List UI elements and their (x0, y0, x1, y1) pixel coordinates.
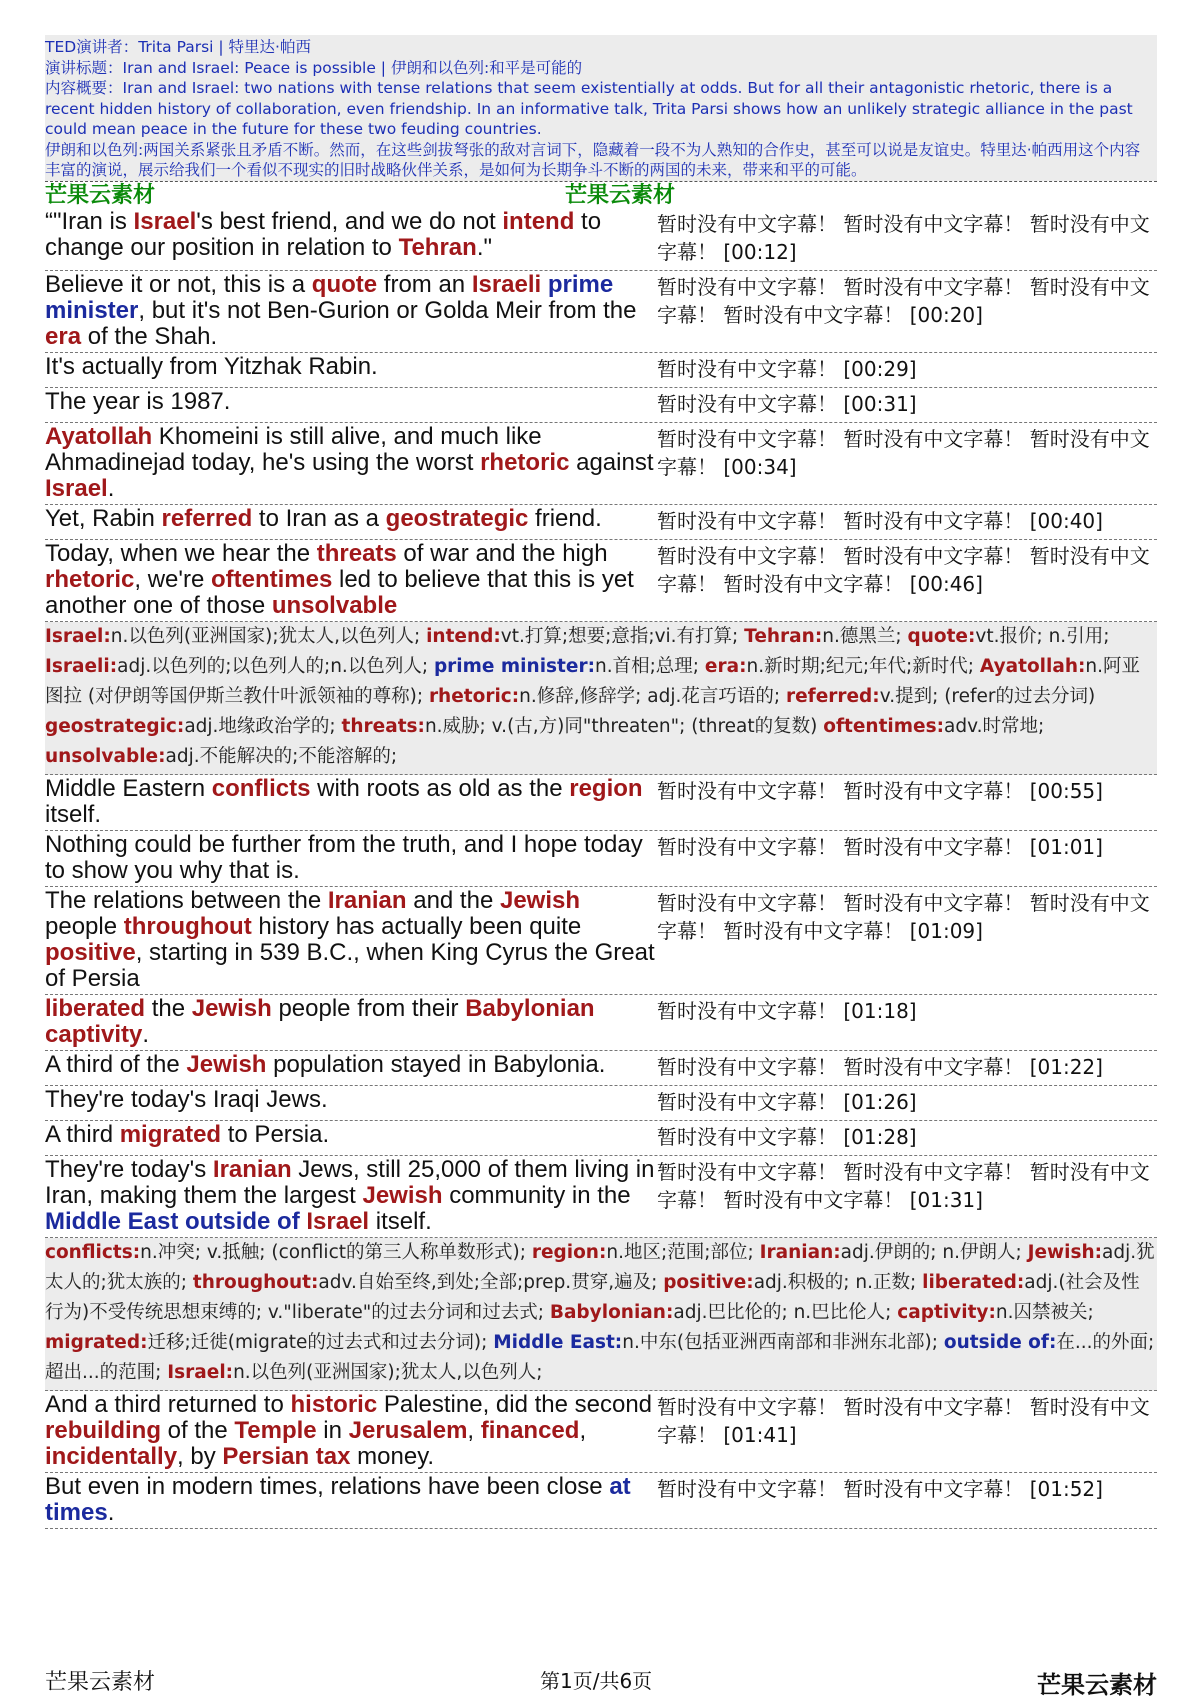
vocab-definition: adv.时常地; (944, 715, 1045, 737)
transcript-row (45, 887, 1157, 995)
keyword: Iranian (327, 886, 407, 914)
transcript-row (45, 1391, 1157, 1473)
keyword: Jewish (191, 994, 272, 1022)
vocab-definition: adj.地缘政治学的; (184, 715, 342, 737)
english-sentence (45, 775, 657, 830)
transcript-row (45, 388, 1157, 423)
vocab-headword: Iranian: (759, 1241, 841, 1263)
keyword: Babylonian (465, 994, 595, 1022)
vocab-definition: n.以色列(亚洲国家);犹太人,以色列人; (110, 625, 427, 647)
english-sentence (45, 208, 657, 270)
vocab-headword: threats: (341, 715, 425, 737)
vocab-definition: n.冲突; v.抵触; (conflict的第三人称单数形式); (140, 1241, 532, 1263)
english-sentence (45, 1391, 657, 1472)
vocab-headword: intend: (426, 625, 501, 647)
document-page (45, 35, 1157, 1529)
chinese-subtitle: 暂时没有中文字幕！ 暂时没有中文字幕！ [00:55] (657, 778, 1103, 803)
summary-zh: 伊朗和以色列:两国关系紧张且矛盾不断。然而，在这些剑拔弩张的敌对言词下，隐藏着一段不为人熟知的合作史，甚至可以说是友谊史。特里达·帕西用这个内容丰富的演说，展示给我们一个看似不现实的旧时战略伙伴关系，是如何为长期争斗不断的两国的未来，带来和平的可能。 (45, 140, 1141, 179)
vocab-headword: Babylonian: (549, 1301, 674, 1323)
sentence-text: , (467, 1416, 481, 1444)
keyword: quote (311, 270, 378, 298)
vocab-headword: rhetoric: (428, 685, 520, 707)
vocab-definition: adj.以色列的;以色列人的;n.以色列人; (117, 655, 434, 677)
talk-header (45, 35, 1157, 181)
vocab-headword: region: (531, 1241, 607, 1263)
transcript-row (45, 1473, 1157, 1529)
title-line: 演讲标题：Iran and Israel: Peace is possible | 伊朗和以色列:和平是可能的 (45, 58, 583, 77)
vocab-definition: 迁移;迁徙(migrate的过去式和过去分词); (147, 1331, 494, 1353)
vocab-headword: throughout: (192, 1271, 319, 1293)
keyword: Israel (133, 207, 197, 235)
keyword: migrated (119, 1120, 222, 1148)
sentence-text: itself. (45, 800, 102, 828)
sentence-text: . (142, 1020, 150, 1048)
sentence-text: They're today's (45, 1155, 213, 1183)
keyword: Jewish (499, 886, 581, 914)
chinese-subtitle: 暂时没有中文字幕！ 暂时没有中文字幕！ [01:22] (657, 1054, 1103, 1079)
watermark: 芒果云素材 (565, 181, 676, 208)
sentence-text: with roots as old as the (310, 774, 570, 802)
keyword: Middle East (45, 1207, 179, 1235)
keyword: at times (45, 1472, 631, 1526)
sentence-text: of the Shah. (81, 322, 218, 350)
sentence-text: 's best friend, and we do not (196, 207, 503, 235)
chinese-subtitle: 暂时没有中文字幕！ 暂时没有中文字幕！ 暂时没有中文字幕！ 暂时没有中文字幕！ [00:20] (657, 274, 1150, 327)
vocab-headword: Israel: (45, 625, 111, 647)
keyword: Israeli (471, 270, 542, 298)
sentence-text: and the (406, 886, 500, 914)
keyword: Iranian (212, 1155, 292, 1183)
watermark-row (45, 181, 1157, 208)
vocab-definition: n.以色列(亚洲国家);犹太人,以色列人; (233, 1361, 543, 1383)
chinese-subtitle: 暂时没有中文字幕！ 暂时没有中文字幕！ 暂时没有中文字幕！ [00:34] (657, 426, 1150, 479)
keyword: rebuilding (45, 1416, 161, 1444)
vocab-definition: 在...的外面;超出...的范围; (45, 1331, 1155, 1383)
keyword: throughout (123, 912, 252, 940)
sentence-text: ." (476, 233, 492, 261)
vocab-definition: n.德黑兰; (822, 625, 908, 647)
sentence-text: money. (350, 1442, 435, 1470)
vocab-definition: vt.打算;想要;意指;vi.有打算; (500, 625, 745, 647)
keyword: Temple (234, 1416, 317, 1444)
vocab-definition: vt.报价; n.引用; (975, 625, 1110, 647)
vocab-headword: migrated: (45, 1331, 148, 1353)
keyword: Tehran (398, 233, 477, 261)
transcript-row (45, 1156, 1157, 1238)
chinese-subtitle: 暂时没有中文字幕！ 暂时没有中文字幕！ 暂时没有中文字幕！ 暂时没有中文字幕！ [01:31] (657, 1159, 1150, 1212)
keyword: Jewish (186, 1050, 267, 1078)
sentence-text: They're today's Iraqi Jews. (45, 1085, 328, 1113)
vocab-headword: outside of: (943, 1331, 1057, 1353)
chinese-subtitle: 暂时没有中文字幕！ 暂时没有中文字幕！ 暂时没有中文字幕！ 暂时没有中文字幕！ [01:09] (657, 890, 1150, 943)
sentence-text: population stayed in Babylonia. (266, 1050, 606, 1078)
transcript-row (45, 1051, 1157, 1086)
vocab-headword: referred: (786, 685, 880, 707)
vocab-headword: conflicts: (45, 1241, 141, 1263)
sentence-text: , by (177, 1442, 223, 1470)
keyword: historic (290, 1390, 378, 1418)
keyword: outside of (185, 1207, 300, 1235)
vocab-definition: n.威胁; v.(古,方)同"threaten"; (threat的复数) (424, 715, 824, 737)
keyword: conflicts (211, 774, 311, 802)
sentence-text: It's actually from Yitzhak Rabin. (45, 352, 378, 380)
sentence-text: , starting in 539 B.C., when King Cyrus the Great of Persia (45, 938, 655, 992)
sentence-text: A third (45, 1120, 120, 1148)
keyword: Persian (222, 1442, 310, 1470)
vocab-headword: prime minister: (433, 655, 595, 677)
sentence-text: in (316, 1416, 349, 1444)
sentence-text: A third of the (45, 1050, 187, 1078)
chinese-subtitle: 暂时没有中文字幕！ [01:18] (657, 998, 917, 1023)
keyword: Israel (45, 474, 108, 502)
chinese-subtitle: 暂时没有中文字幕！ [00:31] (657, 391, 917, 416)
keyword: tax (315, 1442, 351, 1470)
vocab-headword: quote: (907, 625, 976, 647)
sentence-text: people (45, 912, 124, 940)
english-sentence (45, 887, 657, 994)
vocab-definition: v.提到; (refer的过去分词) (879, 685, 1096, 707)
sentence-text: , (579, 1416, 587, 1444)
vocab-definition: adv.自始至终,到处;全部;prep.贯穿,遍及; (318, 1271, 664, 1293)
sentence-text: to Persia. (221, 1120, 330, 1148)
english-sentence (45, 1156, 657, 1237)
vocab-definition: adj.巴比伦的; n.巴比伦人; (673, 1301, 898, 1323)
keyword: threats (316, 539, 397, 567)
transcript-row (45, 995, 1157, 1051)
page-number: 第1页/共6页 (540, 1669, 653, 1693)
sentence-text: friend. (528, 504, 602, 532)
vocab-definition: n.中东(包括亚洲西南部和非洲东北部); (622, 1331, 944, 1353)
chinese-subtitle: 暂时没有中文字幕！ 暂时没有中文字幕！ [00:40] (657, 508, 1103, 533)
keyword: Ayatollah (45, 422, 153, 450)
chinese-subtitle: 暂时没有中文字幕！ [01:26] (657, 1089, 917, 1114)
footer-right-watermark: 芒果云素材 (1037, 1670, 1157, 1699)
vocab-headword: liberated: (922, 1271, 1025, 1293)
sentence-text: But even in modern times, relations have been close (45, 1472, 610, 1500)
vocab-definition: n.囚禁被关; (995, 1301, 1094, 1323)
english-sentence (45, 423, 657, 504)
vocab-headword: Jewish: (1027, 1241, 1103, 1263)
vocab-definition: adj.(社会及性行为)不受传统思想束缚的; v."liberate"的过去分词和过去式; (45, 1271, 1140, 1323)
keyword: intend (502, 207, 575, 235)
sentence-text: of the (161, 1416, 235, 1444)
vocabulary-block (45, 622, 1157, 775)
vocab-headword: unsolvable: (45, 745, 166, 767)
keyword: prime minister (45, 270, 614, 324)
sentence-text: against (569, 448, 654, 476)
english-sentence (45, 271, 657, 352)
chinese-subtitle: 暂时没有中文字幕！ [00:29] (657, 356, 917, 381)
transcript-row (45, 208, 1157, 271)
keyword: era (45, 322, 82, 350)
sentence-text: Palestine, did the second (377, 1390, 653, 1418)
transcript-row (45, 423, 1157, 505)
keyword: oftentimes (210, 565, 333, 593)
keyword: rhetoric (480, 448, 570, 476)
transcript-block (45, 208, 1157, 622)
sentence-text: led to believe that this is yet another one of those (45, 565, 634, 619)
watermark: 芒果云素材 (45, 181, 156, 208)
keyword: liberated (45, 994, 146, 1022)
english-sentence (45, 388, 657, 422)
english-sentence (45, 1121, 657, 1155)
sentence-text: Khomeini is still alive, and much like Ahmadinejad today, he's using the worst (45, 422, 542, 476)
sentence-text (309, 1443, 316, 1470)
chinese-subtitle: 暂时没有中文字幕！ 暂时没有中文字幕！ 暂时没有中文字幕！ 暂时没有中文字幕！ [00:46] (657, 543, 1150, 596)
vocab-definition: adj.犹太人的;犹太族的; (45, 1241, 1155, 1293)
vocab-definition: n.地区;范围;部位; (606, 1241, 760, 1263)
page-footer (45, 1665, 1157, 1699)
chinese-subtitle: 暂时没有中文字幕！ 暂时没有中文字幕！ [01:52] (657, 1476, 1103, 1501)
transcript-row (45, 831, 1157, 887)
sentence-text: Nothing could be further from the truth, and I hope today to show you why that is. (45, 830, 643, 884)
keyword: Jerusalem (348, 1416, 468, 1444)
vocab-headword: Ayatollah: (979, 655, 1086, 677)
sentence-text: And a third returned to (45, 1390, 291, 1418)
chinese-subtitle: 暂时没有中文字幕！ 暂时没有中文字幕！ 暂时没有中文字幕！ [01:41] (657, 1394, 1150, 1447)
sentence-text (541, 271, 548, 298)
vocab-headword: era: (704, 655, 747, 677)
sentence-text: to Iran as a (252, 504, 386, 532)
keyword: geostrategic (385, 504, 529, 532)
vocab-headword: captivity: (897, 1301, 996, 1323)
vocab-headword: Israeli: (45, 655, 118, 677)
sentence-text: Yet, Rabin (45, 504, 162, 532)
vocab-definition: adj.积极的; n.正数; (753, 1271, 923, 1293)
keyword: incidentally (45, 1442, 178, 1470)
sentence-text: , we're (134, 565, 211, 593)
english-sentence (45, 1473, 657, 1528)
keyword: referred (161, 504, 253, 532)
chinese-subtitle: 暂时没有中文字幕！ 暂时没有中文字幕！ 暂时没有中文字幕！ [00:12] (657, 211, 1150, 264)
transcript-block (45, 775, 1157, 1238)
sentence-text: The year is 1987. (45, 387, 231, 415)
sentence-text: people from their (271, 994, 466, 1022)
keyword: rhetoric (45, 565, 135, 593)
keyword: captivity (45, 1020, 143, 1048)
keyword: Jewish (362, 1181, 443, 1209)
vocab-headword: oftentimes: (823, 715, 944, 737)
vocab-headword: geostrategic: (45, 715, 185, 737)
keyword: unsolvable (271, 591, 398, 619)
summary-en: 内容概要：Iran and Israel: two nations with tense relations that seem existentially at odds. But for all their antagonistic rhetoric, there is a recent hidden history of collaboration, even friendship. In an informative talk, Trita Parsi shows how an unlikely strategic alliance in the past could mean peace in the future for these two feuding countries. (45, 79, 1133, 138)
sentence-text: Jews, still 25,000 of them living in Iran, making them the largest (45, 1155, 655, 1209)
sentence-text: The relations between the (45, 886, 328, 914)
english-sentence (45, 1086, 657, 1120)
sentence-text: . (107, 474, 115, 502)
sentence-text: of war and the high (396, 539, 608, 567)
sentence-text: to change our position in relation to (45, 207, 602, 261)
vocab-headword: positive: (663, 1271, 754, 1293)
english-sentence (45, 995, 657, 1050)
vocab-definition: n.新时期;纪元;年代;新时代; (746, 655, 980, 677)
sentence-text: Middle Eastern (45, 774, 212, 802)
transcript-block (45, 1391, 1157, 1529)
keyword: financed (480, 1416, 580, 1444)
vocab-headword: Israel: (167, 1361, 234, 1383)
vocabulary-block (45, 1238, 1157, 1391)
vocab-definition: adj.伊朗的; n.伊朗人; (840, 1241, 1028, 1263)
keyword: Israel (306, 1207, 370, 1235)
sentence-text: itself. (369, 1207, 432, 1235)
sentence-text: , but it's not Ben-Gurion or Golda Meir from the (138, 296, 637, 324)
sentence-text: from an (377, 270, 472, 298)
vocab-headword: Middle East: (493, 1331, 623, 1353)
sentence-text: “"Iran is (45, 207, 134, 235)
keyword: positive (45, 938, 136, 966)
vocab-definition: n.首相;总理; (594, 655, 705, 677)
keyword: region (569, 774, 643, 802)
transcript-row (45, 505, 1157, 540)
transcript-row (45, 271, 1157, 353)
speaker-line: TED演讲者：Trita Parsi | 特里达·帕西 (45, 38, 311, 56)
footer-left-watermark: 芒果云素材 (45, 1670, 156, 1695)
transcript-row (45, 1121, 1157, 1156)
transcript-row (45, 353, 1157, 388)
vocab-definition: n.修辞,修辞学; adj.花言巧语的; (519, 685, 786, 707)
transcript-row (45, 1086, 1157, 1121)
vocab-headword: Tehran: (744, 625, 823, 647)
english-sentence (45, 353, 657, 387)
english-sentence (45, 505, 657, 539)
transcript-row (45, 540, 1157, 622)
chinese-subtitle: 暂时没有中文字幕！ [01:28] (657, 1124, 917, 1149)
sentence-text: Believe it or not, this is a (45, 270, 312, 298)
chinese-subtitle: 暂时没有中文字幕！ 暂时没有中文字幕！ [01:01] (657, 834, 1103, 859)
english-sentence (45, 1051, 657, 1085)
sentence-text: the (145, 994, 192, 1022)
english-sentence (45, 831, 657, 886)
transcript-row (45, 775, 1157, 831)
english-sentence (45, 540, 657, 621)
sentence-text: history has actually been quite (251, 912, 582, 940)
sentence-text: . (107, 1498, 115, 1526)
sentence-text: Today, when we hear the (45, 539, 317, 567)
vocab-definition: n.阿亚图拉 (对伊朗等国伊斯兰教什叶派领袖的尊称); (45, 655, 1141, 707)
sentence-text: community in the (442, 1181, 631, 1209)
vocab-definition: adj.不能解决的;不能溶解的; (165, 745, 398, 767)
